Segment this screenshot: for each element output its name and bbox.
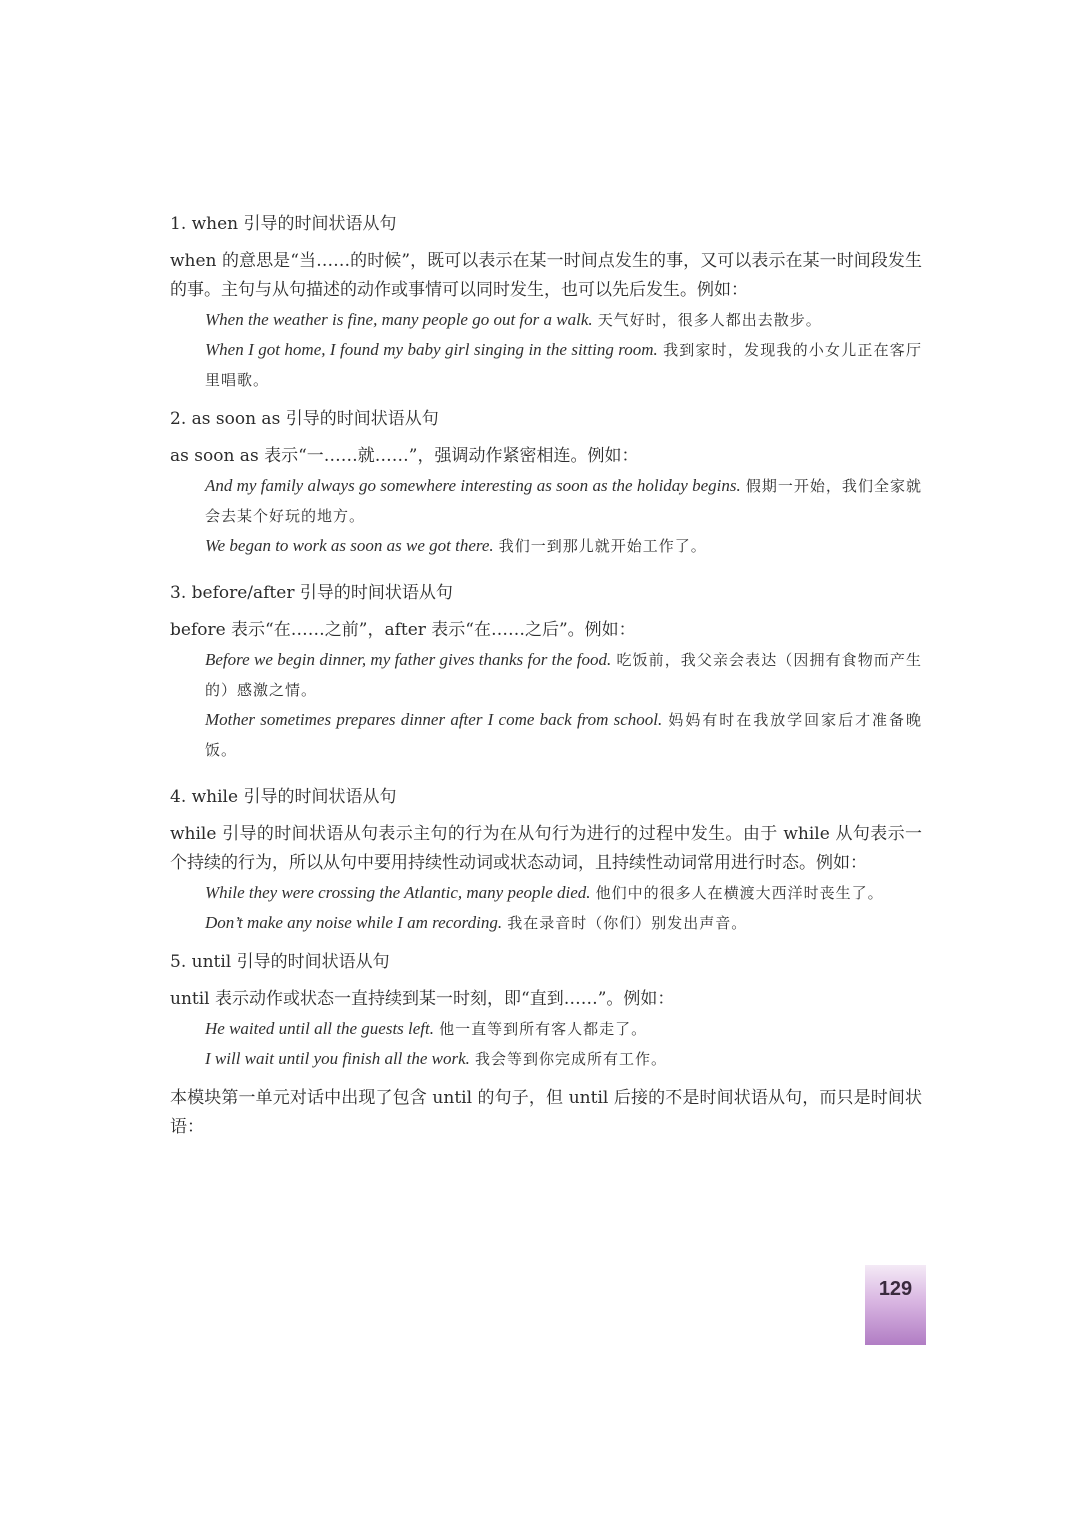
example-sentence — [205, 878, 922, 908]
example-sentence — [205, 908, 922, 938]
page-number-tab — [865, 1265, 926, 1345]
section-intro: as soon as 表示“一……就……”，强调动作紧密相连。例如： — [170, 446, 639, 466]
example-sentence — [205, 531, 922, 561]
example-english: And my family always go somewhere interesting as soon as the holiday begins. — [205, 476, 741, 495]
example-sentence — [205, 471, 922, 531]
example-chinese: 天气好时，很多人都出去散步。 — [597, 311, 822, 329]
section-heading: 2. as soon as 引导的时间状语从句 — [170, 409, 439, 429]
example-english: We began to work as soon as we got there. — [205, 536, 494, 555]
example-sentence — [205, 1014, 922, 1044]
page-number: 129 — [878, 1278, 913, 1300]
example-sentence — [205, 1044, 922, 1074]
example-sentence — [205, 705, 922, 765]
section-intro: until 表示动作或状态一直持续到某一时刻，即“直到……”。例如： — [170, 989, 675, 1009]
example-chinese: 我到家时，发现我的小女儿正在客厅里唱歌。 — [205, 341, 922, 389]
example-chinese: 我会等到你完成所有工作。 — [475, 1050, 668, 1068]
section-heading: 5. until 引导的时间状语从句 — [170, 952, 390, 972]
section-while — [170, 783, 922, 938]
example-english: While they were crossing the Atlantic, many people died. — [205, 883, 591, 902]
closing-paragraph: 本模块第一单元对话中出现了包含 until 的句子，但 until 后接的不是时间状语从句，而只是时间状语： — [170, 1088, 922, 1137]
section-before-after — [170, 579, 922, 765]
example-sentence — [205, 305, 922, 335]
example-english: Don’t make any noise while I am recording. — [205, 913, 503, 932]
example-english: When I got home, I found my baby girl singing in the sitting room. — [205, 340, 658, 359]
example-english: He waited until all the guests left. — [205, 1019, 435, 1038]
example-chinese: 妈妈有时在我放学回家后才准备晚饭。 — [205, 711, 922, 759]
section-heading: 3. before/after 引导的时间状语从句 — [170, 583, 453, 603]
section-heading: 1. when 引导的时间状语从句 — [170, 214, 397, 234]
section-intro: when 的意思是“当……的时候”，既可以表示在某一时间点发生的事，又可以表示在某一时间段发生的事。主句与从句描述的动作或事情可以同时发生，也可以先后发生。例如： — [170, 251, 922, 300]
section-until — [170, 948, 922, 1074]
example-chinese: 他们中的很多人在横渡大西洋时丧生了。 — [595, 884, 884, 902]
example-sentence — [205, 335, 922, 395]
page-content — [170, 210, 922, 1142]
example-chinese: 他一直等到所有客人都走了。 — [439, 1020, 648, 1038]
section-intro: before 表示“在……之前”，after 表示“在……之后”。例如： — [170, 620, 636, 640]
example-english: When the weather is fine, many people go out for a walk. — [205, 310, 593, 329]
example-english: Before we begin dinner, my father gives thanks for the food. — [205, 650, 612, 669]
example-chinese: 假期一开始，我们全家就会去某个好玩的地方。 — [205, 477, 922, 525]
section-as-soon-as — [170, 405, 922, 561]
example-chinese: 吃饭前，我父亲会表达（因拥有食物而产生的）感激之情。 — [205, 651, 922, 699]
example-chinese: 我们一到那儿就开始工作了。 — [498, 537, 707, 555]
section-when — [170, 210, 922, 395]
example-chinese: 我在录音时（你们）别发出声音。 — [507, 914, 748, 932]
example-sentence — [205, 645, 922, 705]
example-english: Mother sometimes prepares dinner after I come back from school. — [205, 710, 663, 729]
section-intro: while 引导的时间状语从句表示主句的行为在从句行为进行的过程中发生。由于 while 从句表示一个持续的行为，所以从句中要用持续性动词或状态动词，且持续性动词常用进行时态。例如： — [170, 824, 922, 873]
example-english: I will wait until you finish all the work. — [205, 1049, 470, 1068]
section-heading: 4. while 引导的时间状语从句 — [170, 787, 397, 807]
